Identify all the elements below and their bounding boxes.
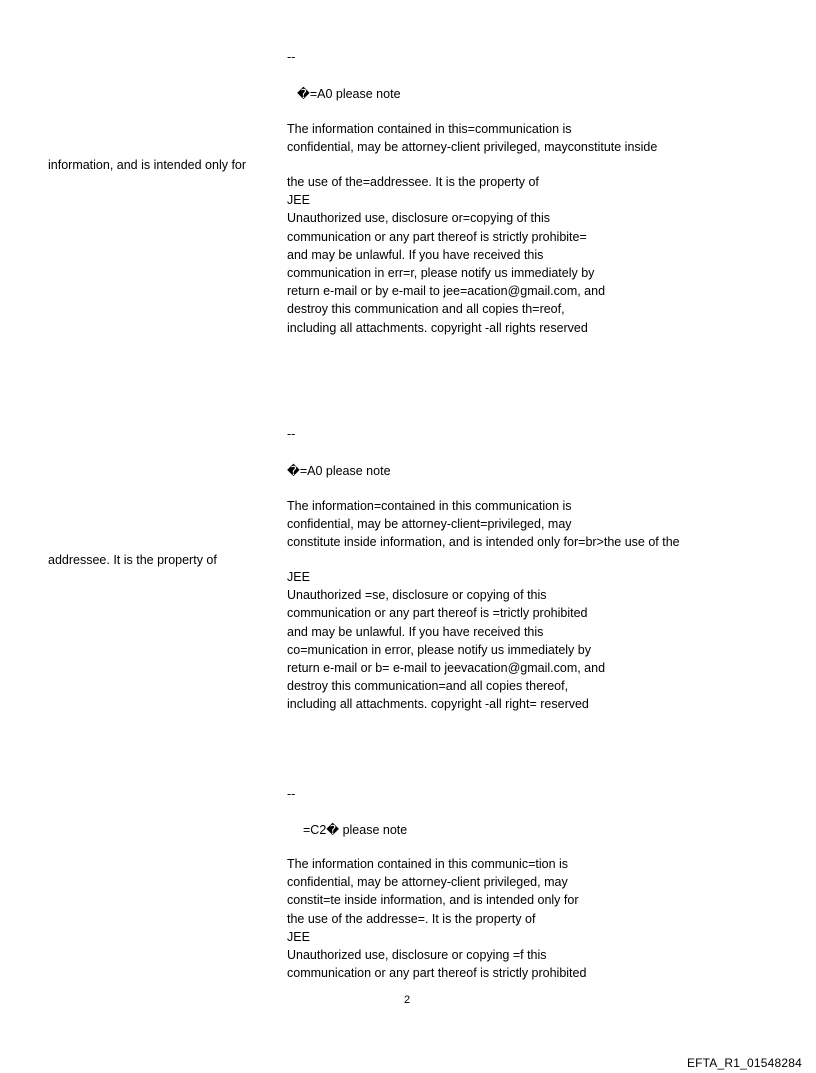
body-paragraph-part-a: [287, 120, 657, 156]
text-line: confidential, may be attorney-client privileged, may: [287, 875, 568, 890]
please-note-heading: �=A0 please note: [297, 87, 401, 101]
text-line: destroy this communication and all copies th=reof,: [287, 302, 565, 317]
please-note-heading: �=A0 please note: [287, 464, 391, 478]
body-paragraph-part-b: [287, 173, 605, 337]
text-line: the use of the addresse=. It is the property of: [287, 911, 536, 926]
text-line: JEE: [287, 193, 310, 208]
separator-dashes: --: [287, 787, 296, 801]
text-line: communication or any part thereof is =trictly prohibited: [287, 606, 588, 621]
text-line: JEE: [287, 570, 310, 584]
text-line: Unauthorized use, disclosure or copying =f this: [287, 947, 547, 962]
body-paragraph-part-b: [287, 568, 605, 714]
text-line: constit=te inside information, and is intended only for: [287, 893, 579, 908]
text-line: The information contained in this=communication is: [287, 122, 572, 136]
separator-dashes: --: [287, 427, 296, 441]
text-line: Unauthorized =se, disclosure or copying of this: [287, 588, 547, 603]
margin-text: information, and is intended only for: [48, 158, 247, 172]
text-line: The information=contained in this communication is: [287, 499, 572, 513]
text-line: JEE: [287, 929, 310, 944]
document-id-footer: EFTA_R1_01548284: [686, 1056, 802, 1070]
text-line: return e-mail or b= e-mail to jeevacation@gmail.com, and: [287, 660, 606, 675]
text-line: including all attachments. copyright -all right= reserved: [287, 697, 589, 712]
text-line: The information contained in this communic=tion is: [287, 857, 569, 871]
please-note-heading: =C2� please note: [303, 823, 408, 837]
text-line: and may be unlawful. If you have received this: [287, 624, 544, 639]
body-paragraph: [287, 855, 586, 982]
text-line: the use of the=addressee. It is the property of: [287, 175, 539, 189]
text-line: co=munication in error, please notify us immediately by: [287, 642, 591, 657]
body-paragraph-part-a: [287, 497, 680, 552]
text-line: confidential, may be attorney-client privileged, mayconstitute inside: [287, 140, 658, 155]
page-number: 2: [404, 994, 411, 1006]
text-line: confidential, may be attorney-client=privileged, may: [287, 517, 572, 532]
text-line: communication or any part thereof is strictly prohibite=: [287, 229, 587, 244]
text-line: destroy this communication=and all copies thereof,: [287, 679, 569, 694]
text-line: return e-mail or by e-mail to jee=acation@gmail.com, and: [287, 284, 606, 299]
text-line: constitute inside information, and is intended only for=br>the use of the: [287, 535, 680, 550]
text-line: communication or any part thereof is strictly prohibited: [287, 966, 587, 981]
text-line: and may be unlawful. If you have received this: [287, 247, 544, 262]
margin-text: addressee. It is the property of: [48, 553, 217, 567]
separator-dashes: --: [287, 50, 296, 64]
text-line: including all attachments. copyright -all rights reserved: [287, 320, 588, 335]
text-line: communication in err=r, please notify us immediately by: [287, 265, 595, 280]
text-line: Unauthorized use, disclosure or=copying of this: [287, 211, 550, 226]
